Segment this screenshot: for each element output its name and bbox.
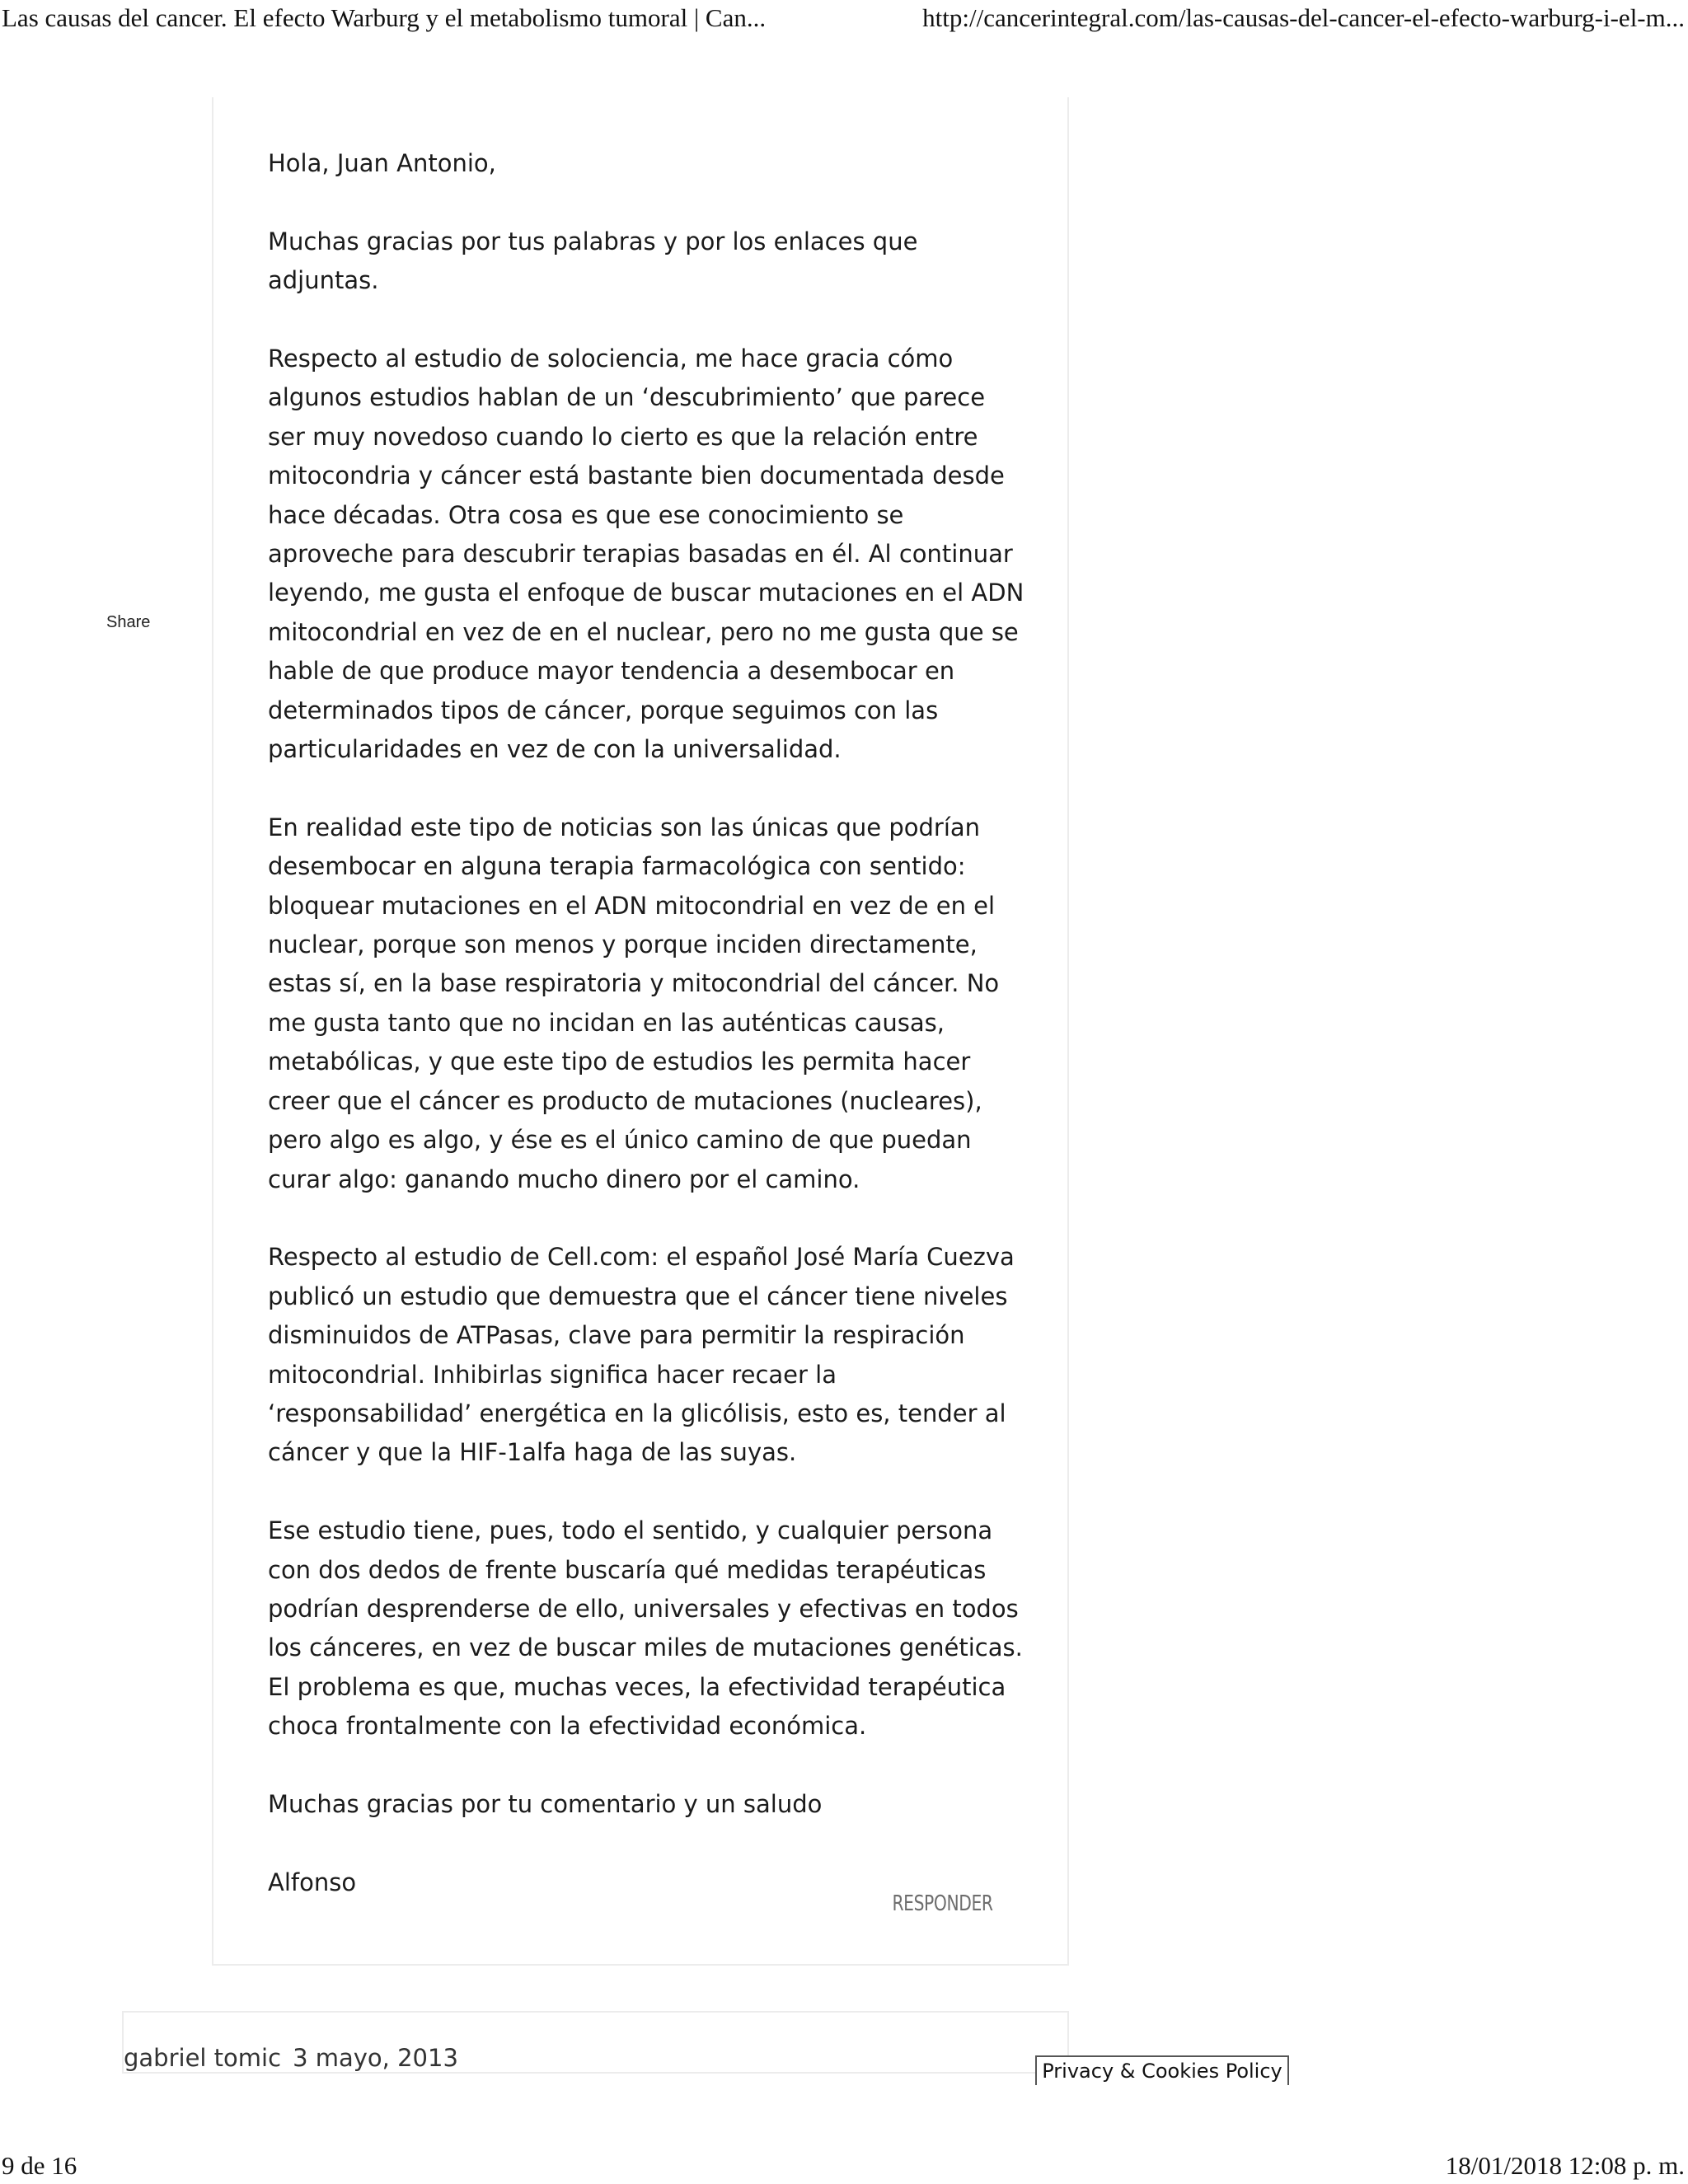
print-datetime: 18/01/2018 12:08 p. m.: [1445, 2151, 1685, 2180]
next-comment-card: [122, 2011, 1069, 2074]
print-header: [0, 3, 1688, 36]
comment-paragraph: Muchas gracias por tus palabras y por los enlaces que adjuntas.: [268, 227, 918, 295]
page-title: Las causas del cancer. El efecto Warburg y el metabolismo tumoral | Can...: [2, 3, 767, 32]
comment-card: [212, 97, 1069, 1966]
print-footer: [0, 2151, 1688, 2184]
reply-button[interactable]: RESPONDER: [892, 1891, 993, 1916]
comment-body: [268, 144, 1026, 1942]
privacy-cookies-button[interactable]: Privacy & Cookies Policy: [1035, 2055, 1289, 2085]
page-number: 9 de 16: [2, 2151, 77, 2180]
comment-meta: [124, 2044, 458, 2072]
comment-greeting: Hola, Juan Antonio,: [268, 149, 496, 177]
comment-closing: Muchas gracias por tu comentario y un saludo: [268, 1789, 823, 1818]
comment-paragraph: En realidad este tipo de noticias son las únicas que podrían desembocar en alguna terapia farmacológica con sentido: bloquear mutaciones en el ADN mitocondrial en vez de en el nuclear, porque son menos y porque inciden directamente, estas sí, en la base respiratoria y mitocondrial del cáncer. No me gusta tanto que no incidan en las auténticas causas, metabólicas, y que este tipo de estudios les permita hacer creer que el cáncer es producto de mutaciones (nucleares), pero algo es algo, y ése es el único camino de que puedan curar algo: ganando mucho dinero por el camino.: [268, 813, 1000, 1193]
comment-paragraph: Respecto al estudio de Cell.com: el español José María Cuezva publicó un estudio que demuestra que el cáncer tiene niveles disminuidos de ATPasas, clave para permitir la respiración mitocondrial. Inhibirlas significa hacer recaer la ‘responsabilidad’ energética en la glicólisis, esto es, tender al cáncer y que la HIF-1alfa haga de las suyas.: [268, 1243, 1015, 1467]
comment-date[interactable]: 3 mayo, 2013: [293, 2044, 458, 2072]
comment-signature: Alfonso: [268, 1868, 357, 1896]
share-link[interactable]: Share: [106, 613, 151, 631]
comment-paragraph: Respecto al estudio de solociencia, me hace gracia cómo algunos estudios hablan de un ‘descubrimiento’ que parece ser muy novedoso cuando lo cierto es que la relación entre mitocondria y cáncer está bastante bien documentada desde hace décadas. Otra cosa es que ese conocimiento se aproveche para descubrir terapias basadas en él. Al continuar leyendo, me gusta el enfoque de buscar mutaciones en el ADN mitocondrial en vez de en el nuclear, pero no me gusta que se hable de que produce mayor tendencia a desembocar en determinados tipos de cáncer, porque seguimos con las particularidades en vez de con la universalidad.: [268, 344, 1025, 764]
comment-paragraph: Ese estudio tiene, pues, todo el sentido, y cualquier persona con dos dedos de frente buscaría qué medidas terapéuticas podrían desprenderse de ello, universales y efectivas en todos los cánceres, en vez de buscar miles de mutaciones genéticas. El problema es que, muchas veces, la efectividad terapéutica choca frontalmente con la efectividad económica.: [268, 1516, 1023, 1741]
comment-author[interactable]: gabriel tomic: [124, 2044, 282, 2072]
page-url: http://cancerintegral.com/las-causas-del-cancer-el-efecto-warburg-i-el-m...: [922, 3, 1685, 32]
